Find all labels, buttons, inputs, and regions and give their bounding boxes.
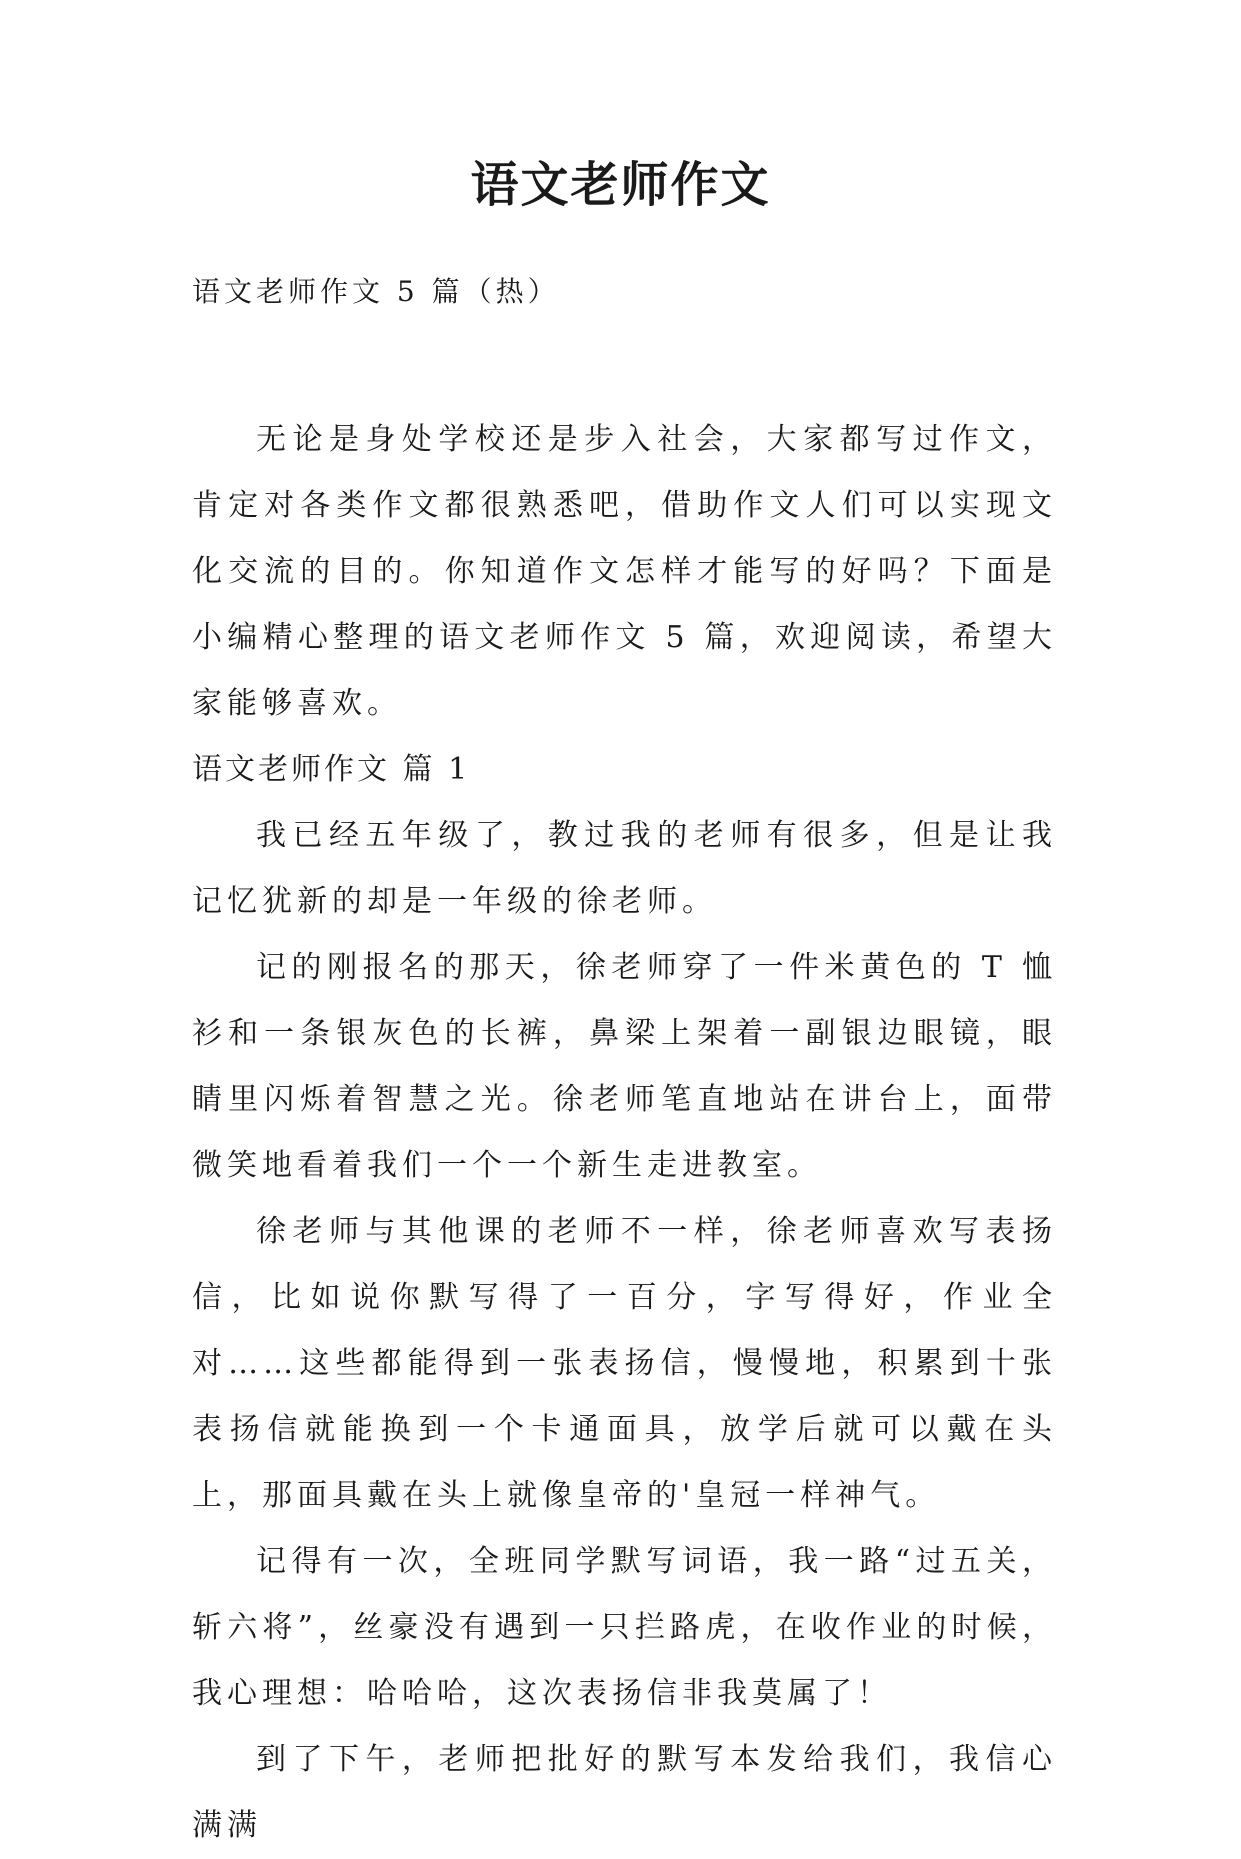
- body-paragraph: 我已经五年级了，教过我的老师有很多，但是让我记忆犹新的却是一年级的徐老师。: [192, 818, 1057, 919]
- body-paragraph: 无论是身处学校还是步入社会，大家都写过作文，肯定对各类作文都很熟悉吧，借助作文人们可以实现文化交流的目的。你知道作文怎样才能写的好吗？下面是小编精心整理的语文老师作文 5 篇，欢迎阅读，希望大家能够喜欢。: [192, 422, 1057, 721]
- body-paragraph: 到了下午，老师把批好的默写本发给我们，我信心满满: [192, 1742, 1057, 1843]
- document-title: 语文老师作文: [470, 157, 771, 213]
- section-heading: 语文老师作文 篇 1: [192, 752, 471, 787]
- body-paragraph: 记的刚报名的那天，徐老师穿了一件米黄色的 T 恤衫和一条银灰色的长裤，鼻梁上架着一副银边眼镜，眼睛里闪烁着智慧之光。徐老师笔直地站在讲台上，面带微笑地看着我们一个一个新生走进教室。: [192, 950, 1057, 1183]
- document-body: [192, 407, 1057, 1859]
- body-paragraph: 徐老师与其他课的老师不一样，徐老师喜欢写表扬信，比如说你默写得了一百分，字写得好，作业全对……这些都能得到一张表扬信，慢慢地，积累到十张表扬信就能换到一个卡通面具，放学后就可以戴在头上，那面具戴在头上就像皇帝的'皇冠一样神气。: [192, 1214, 1057, 1513]
- document-subtitle: 语文老师作文 5 篇（热）: [192, 275, 560, 308]
- body-paragraph: 记得有一次，全班同学默写词语，我一路“过五关，斩六将”，丝豪没有遇到一只拦路虎，在收作业的时候，我心理想：哈哈哈，这次表扬信非我莫属了！: [192, 1544, 1057, 1711]
